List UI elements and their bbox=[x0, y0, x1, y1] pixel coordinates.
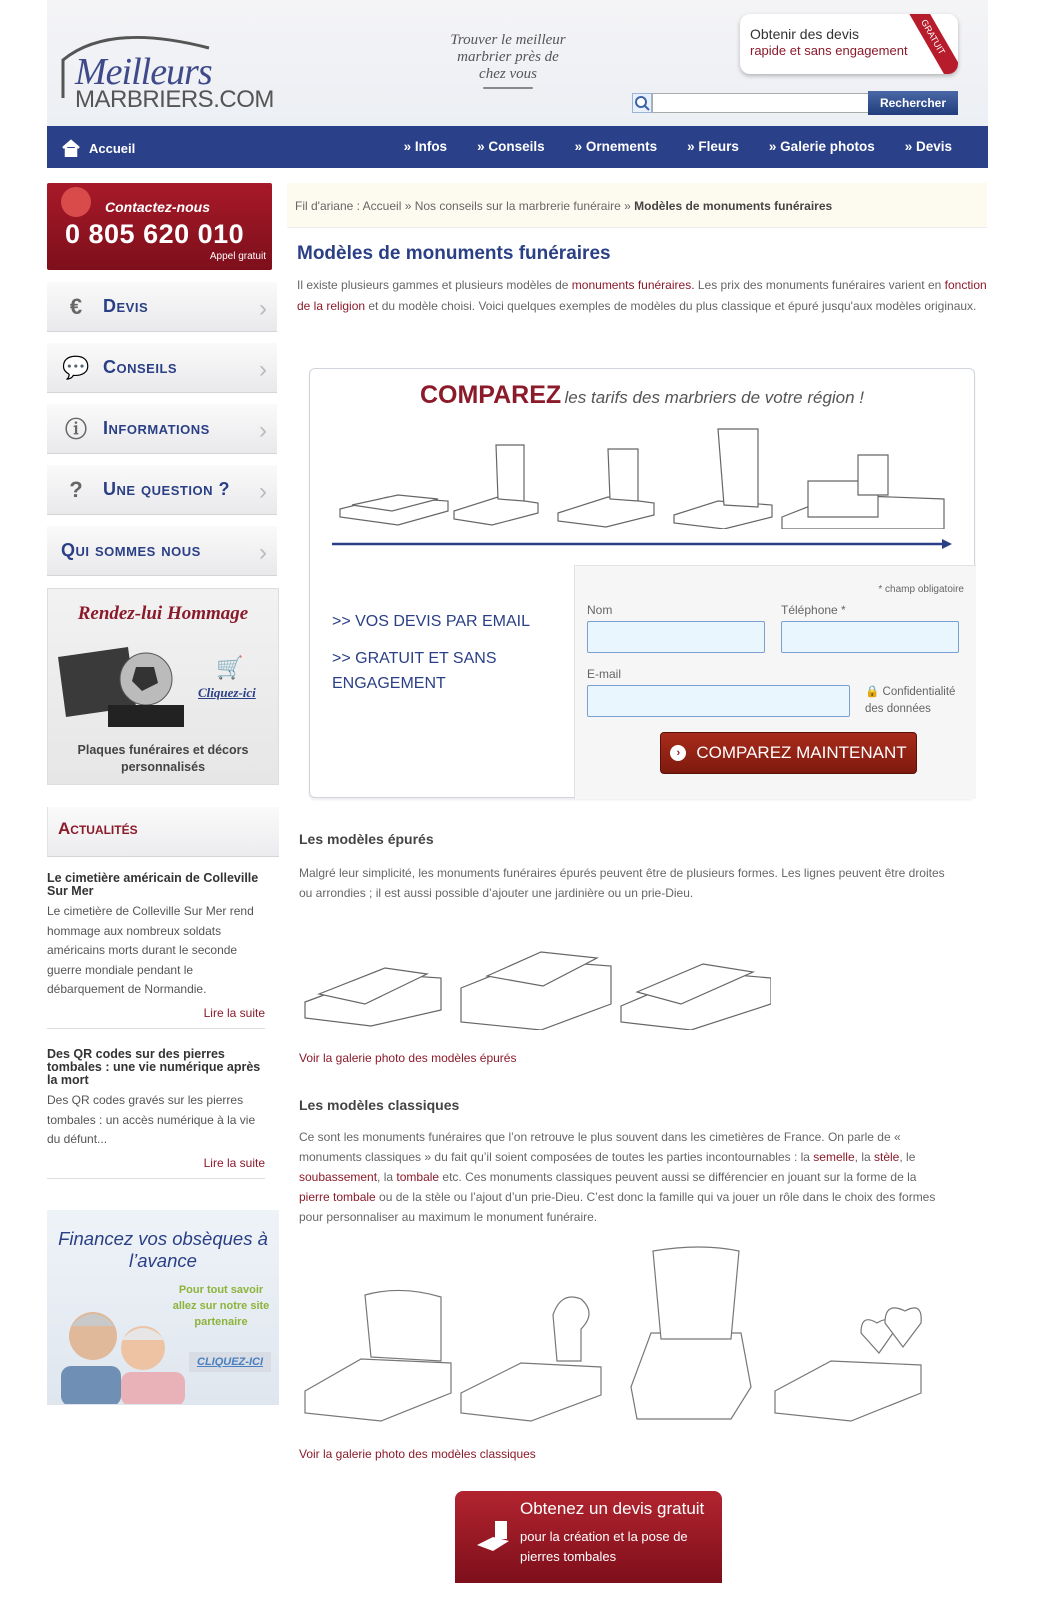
news-title: Actualités bbox=[58, 819, 138, 838]
section-classiques-text bbox=[299, 1127, 949, 1227]
couple-photo bbox=[51, 1296, 191, 1404]
cta-sub: pour la création et la pose de pierres tombales bbox=[520, 1529, 688, 1564]
compare-strong: COMPAREZ bbox=[419, 381, 562, 409]
tagline-line-2: marbrier près de bbox=[457, 49, 559, 65]
sidebar-item-qui-sommes-nous[interactable] bbox=[47, 526, 277, 576]
classiques-illustrations bbox=[301, 1243, 961, 1429]
nav-home[interactable] bbox=[61, 139, 135, 157]
chevron-right-icon: › bbox=[259, 295, 267, 322]
nom-input[interactable] bbox=[587, 621, 765, 653]
plaque-image bbox=[58, 637, 188, 732]
lock-icon: 🔒 bbox=[865, 686, 880, 698]
phone-icon bbox=[61, 187, 91, 217]
link-religion[interactable]: fonction de la religion bbox=[297, 278, 987, 313]
promo-obseques-title: Financez vos obsèques à l’avance bbox=[58, 1228, 268, 1271]
compare-submit-label: COMPAREZ MAINTENANT bbox=[696, 743, 907, 762]
link-semelle[interactable]: semelle bbox=[813, 1150, 855, 1164]
sidebar-item-devis[interactable] bbox=[47, 282, 277, 332]
quote-subtitle: rapide et sans engagement bbox=[750, 43, 908, 58]
breadcrumb: Fil d'ariane : Accueil » Nos conseils sur la marbrerie funéraire » Modèles de monuments funéraires bbox=[287, 183, 987, 228]
page-title: Modèles de monuments funéraires bbox=[297, 243, 611, 264]
classiques-part: Ce sont les monuments funéraires que l’on retrouve le plus souvent dans les cimetières de France. On parle de « monuments classiques » du fait qu’il soient composées de toutes les parties incontournables : la bbox=[299, 1130, 901, 1164]
quote-box[interactable] bbox=[740, 14, 958, 74]
read-more-link[interactable]: Lire la suite bbox=[47, 1006, 265, 1029]
arrow-right-icon: › bbox=[670, 745, 686, 761]
email-label: E-mail bbox=[587, 667, 622, 681]
nav-item-conseils[interactable]: » Conseils bbox=[477, 139, 545, 154]
compare-submit-button[interactable] bbox=[660, 732, 917, 774]
nav-home-label: Accueil bbox=[89, 140, 136, 156]
promo-obseques-button[interactable]: CLIQUEZ-ICI bbox=[189, 1352, 271, 1372]
classiques-part: etc. Ces monuments classiques peuvent aussi se différencier en jouant sur la forme de la bbox=[439, 1170, 917, 1184]
promo-hommage-caption: Plaques funéraires et décors personnalisés bbox=[77, 743, 249, 774]
compare-heading bbox=[310, 381, 974, 410]
cart-icon: 🛒 bbox=[216, 655, 244, 680]
tagline-line-3: chez vous bbox=[479, 66, 537, 82]
cta-title: Obtenez un devis gratuit bbox=[520, 1499, 705, 1518]
benefit-email: >> VOS DEVIS PAR EMAIL bbox=[332, 613, 530, 630]
promo-obseques[interactable] bbox=[47, 1210, 279, 1405]
header bbox=[47, 0, 988, 126]
classiques-part: , le bbox=[899, 1150, 916, 1164]
nav-item-galerie[interactable]: » Galerie photos bbox=[768, 139, 875, 154]
compare-rest: les tarifs des marbriers de votre région ! bbox=[564, 388, 865, 407]
nav-item-infos[interactable]: » Infos bbox=[403, 139, 448, 154]
link-gallery-epures[interactable]: Voir la galerie photo des modèles épurés bbox=[299, 1051, 517, 1065]
logo-line-1: Meilleurs bbox=[75, 51, 212, 93]
free-ribbon: GRATUIT bbox=[903, 14, 958, 74]
sidebar-item-label: Qui sommes nous bbox=[61, 540, 201, 560]
epures-illustrations bbox=[301, 918, 771, 1030]
sidebar-item-label: Une question ? bbox=[103, 479, 230, 499]
contact-label: Contactez-nous bbox=[105, 199, 210, 215]
home-icon bbox=[61, 139, 81, 157]
cta-devis-gratuit[interactable] bbox=[455, 1491, 722, 1583]
link-gallery-classiques[interactable]: Voir la galerie photo des modèles classiques bbox=[299, 1447, 536, 1461]
phone-note: Appel gratuit bbox=[209, 251, 266, 262]
search-input[interactable] bbox=[652, 93, 882, 113]
news-item-body: Des QR codes gravés sur les pierres tombales : un accès numérique à la vie du défunt... bbox=[47, 1093, 256, 1146]
info-icon: ⓘ bbox=[64, 417, 87, 442]
chat-icon: 💬 bbox=[62, 354, 90, 380]
privacy-text: Confidentialité des données bbox=[865, 686, 956, 715]
intro-part: Il existe plusieurs gammes et plusieurs modèles de bbox=[297, 278, 572, 292]
sidebar-item-label: Informations bbox=[103, 418, 210, 438]
breadcrumb-link-accueil[interactable]: Accueil bbox=[362, 199, 402, 213]
chevron-right-icon: › bbox=[259, 356, 267, 383]
nom-label: Nom bbox=[587, 603, 613, 617]
chevron-right-icon: › bbox=[259, 539, 267, 566]
monument-illustrations bbox=[338, 425, 958, 529]
search-button[interactable]: Rechercher bbox=[868, 91, 958, 115]
chevron-right-icon: › bbox=[259, 417, 267, 444]
telephone-input[interactable] bbox=[781, 621, 959, 653]
section-epures-text: Malgré leur simplicité, les monuments funéraires épurés peuvent être de plusieurs formes. Les lignes peuvent être droites ou arrondies ; il est aussi possible d’ajouter une jardinière ou un prie-Dieu. bbox=[299, 866, 945, 900]
sidebar-item-label: Devis bbox=[103, 296, 149, 316]
benefit-free: >> GRATUIT ET SANS ENGAGEMENT bbox=[332, 650, 497, 692]
sidebar-item-conseils[interactable] bbox=[47, 343, 277, 393]
news-item-title[interactable]: Des QR codes sur des pierres tombales : une vie numérique après la mort bbox=[47, 1047, 261, 1087]
chevron-right-icon: › bbox=[259, 478, 267, 505]
sidebar-item-label: Conseils bbox=[103, 357, 178, 377]
privacy-note bbox=[865, 684, 976, 718]
required-note: * champ obligatoire bbox=[878, 584, 964, 595]
section-classiques-title: Les modèles classiques bbox=[299, 1097, 460, 1113]
nav-item-ornements[interactable]: » Ornements bbox=[574, 139, 658, 154]
link-stele[interactable]: stèle bbox=[874, 1150, 900, 1164]
intro-part: Les prix des monuments funéraires varient en bbox=[694, 278, 945, 292]
breadcrumb-prefix: Fil d'ariane : bbox=[295, 199, 360, 213]
link-monuments[interactable]: monuments funéraires. bbox=[571, 278, 695, 292]
main-nav bbox=[47, 126, 988, 168]
intro-text bbox=[297, 275, 987, 316]
contact-box[interactable] bbox=[47, 183, 272, 270]
quote-form bbox=[574, 565, 976, 799]
euro-icon: € bbox=[69, 293, 83, 319]
logo-line-2: MARBRIERS.COM bbox=[75, 86, 274, 113]
classiques-part: , la bbox=[377, 1170, 397, 1184]
news-item bbox=[47, 872, 265, 1029]
read-more-link[interactable]: Lire la suite bbox=[47, 1156, 265, 1179]
arrow-icon bbox=[332, 539, 952, 549]
compare-benefits bbox=[332, 609, 530, 696]
search-icon bbox=[632, 93, 652, 113]
classiques-part: , la bbox=[854, 1150, 874, 1164]
tagline-line-1: Trouver le meilleur bbox=[450, 32, 566, 48]
question-icon: ? bbox=[69, 476, 83, 502]
sidebar-menu bbox=[47, 282, 277, 587]
search-bar bbox=[632, 91, 958, 115]
link-tombale[interactable]: tombale bbox=[396, 1170, 440, 1184]
compare-box bbox=[309, 368, 975, 798]
tagline bbox=[433, 32, 583, 89]
sidebar-item-question[interactable] bbox=[47, 465, 277, 515]
promo-hommage[interactable] bbox=[47, 588, 279, 785]
sidebar-item-informations[interactable] bbox=[47, 404, 277, 454]
nav-item-fleurs[interactable]: » Fleurs bbox=[687, 139, 739, 154]
promo-hommage-title: Rendez-lui Hommage bbox=[77, 603, 249, 624]
email-input[interactable] bbox=[587, 685, 850, 717]
tagline-swoosh bbox=[483, 87, 533, 89]
intro-part: et du modèle choisi. Voici quelques exemples de modèles du plus classique et épuré jusqu'aux modèles originaux. bbox=[365, 298, 977, 313]
classiques-part: ou de la stèle ou l’ajout d’un prie-Dieu. C’est donc la famille qui va jouer un rôle dans le choix des formes pour personnaliser au maximum le monument funéraire. bbox=[299, 1190, 936, 1224]
telephone-label: Téléphone * bbox=[781, 603, 846, 617]
tombstone-icon bbox=[473, 1515, 513, 1555]
news-item-title[interactable]: Le cimetière américain de Colleville Sur Mer bbox=[47, 871, 259, 898]
nav-item-devis[interactable]: » Devis bbox=[904, 139, 952, 154]
breadcrumb-link-conseils[interactable]: Nos conseils sur la marbrerie funéraire bbox=[414, 199, 621, 213]
news-header bbox=[47, 807, 279, 857]
link-soubassement[interactable]: soubassement bbox=[299, 1170, 378, 1184]
quote-title: Obtenir des devis bbox=[750, 26, 859, 42]
promo-obseques-sub: Pour tout savoir allez sur notre site partenaire bbox=[172, 1284, 270, 1328]
link-pierre-tombale[interactable]: pierre tombale bbox=[299, 1190, 376, 1204]
phone-number: 0 805 620 010 bbox=[65, 219, 245, 249]
section-epures-title: Les modèles épurés bbox=[299, 831, 434, 847]
news-item bbox=[47, 1048, 265, 1179]
site-logo[interactable] bbox=[59, 20, 289, 115]
news-item-body: Le cimetière de Colleville Sur Mer rend hommage aux nombreux soldats américains morts durant le seconde guerre mondiale pendant le débarquement de Normandie. bbox=[47, 904, 254, 996]
breadcrumb-current: Modèles de monuments funéraires bbox=[634, 199, 833, 213]
promo-hommage-link[interactable]: Cliquez-ici bbox=[198, 685, 256, 700]
